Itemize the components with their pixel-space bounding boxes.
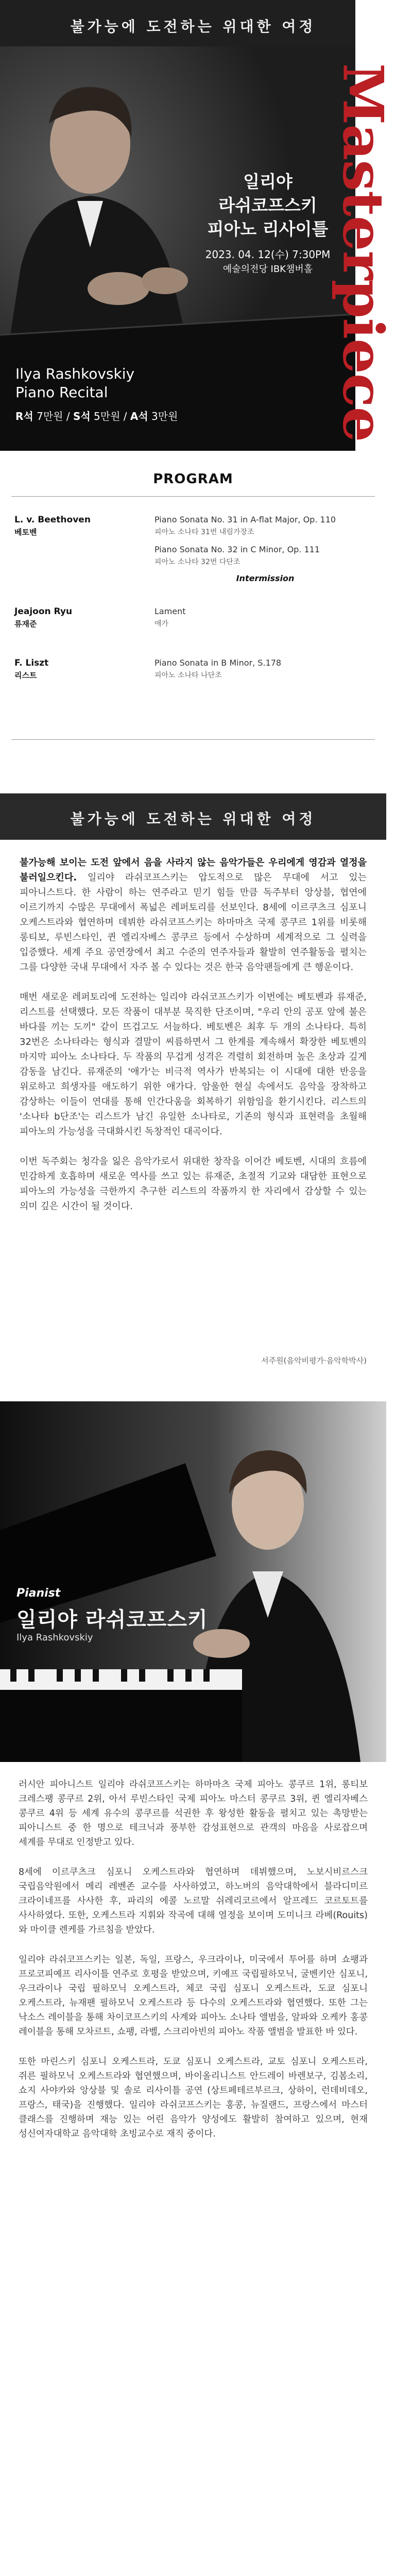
hero-tagline: 불가능에 도전하는 위대한 여정 [70, 18, 316, 35]
essay-title-band: 불가능에 도전하는 위대한 여정 [0, 793, 386, 840]
work-title-ko: 애가 [154, 620, 169, 628]
program-divider [11, 739, 375, 740]
work-title-en: Piano Sonata No. 31 in A-flat Major, Op. 110 [154, 515, 336, 524]
composer-name-ko: 리스트 [14, 671, 37, 680]
composer-name-en: L. v. Beethoven [14, 515, 91, 525]
bio-paragraph: 8세에 이르쿠츠크 심포니 오케스트라와 협연하며 데뷔했으며, 노보시비르스크 국립음악원에서 메리 레벤존 교수를 사사하였고, 하노버의 음악대학에서 블라디미르 크라이네프를 사사한 후, 파리의 에콜 노르말 쉬레리코르에서 알프레드 코르토트를 사사하였다. 또한, 오케스트라 지휘와 작곡에 대해 열정을 보이며 도미니크 라베(Rouits)와 마이클 렌케를 가르침을 받았다. [19, 1867, 368, 1935]
bio-paragraph: 일리야 라쉬코프스키는 일본, 독일, 프랑스, 우크라이나, 미국에서 투어를 하며 쇼팽과 프로코피예프 리사이틀 연주로 호평을 받았으며, 키예프 국립필하모닉, 굴벤키안 심포니, 우크라이나 국립 필하모닉 오케스트라, 체코 국립 심포니 오케스트라, 도쿄 심포니 오케스트라, 뉴재팬 필하모닉 오케스트라 등 다수의 오케스트라와 협연했다. 또한 그는 낙소스 레이블을 통해 차이코프스키의 사계와 피아노 소나타 앨범을, 알파와 오케카 홍콩 레이블을 통해 모차르트, 쇼팽, 라벨, 스크리아빈의 피아노 작품 앨범을 발표한 바 있다. [19, 1955, 368, 2037]
ticket-prices [15, 408, 178, 423]
pianist-name-en: Ilya Rashkovskiy [16, 1632, 93, 1643]
concert-date: 2023. 04. 12(수) 7:30PM [205, 248, 331, 261]
program-work [154, 657, 376, 682]
pianist-biography [19, 1777, 368, 2157]
composer-name-en: Jeajoon Ryu [14, 606, 73, 617]
bio-paragraph: 러시안 피아니스트 일리야 라쉬코프스키는 하마마츠 국제 피아노 콩쿠르 1위, 롱티보 크레스팽 콩쿠르 2위, 아서 루빈스타인 국제 피아노 마스터 콩쿠르 3위, 퀸 엘리자베스 콩쿠르 4위 등 세계 유수의 콩쿠르를 석권한 후 왕성한 활동을 펼치고 있는 촉망받는 피아니스트 중 한 명으로 테크닉과 풍부한 감성표현으로 관객의 마음을 사로잡으며 세계를 무대로 인정받고 있다. [19, 1780, 368, 1848]
program-divider [11, 496, 375, 497]
concert-title-line: 일리야 [243, 172, 293, 192]
pianist-name-ko: 일리야 라쉬코프스키 [16, 1608, 208, 1632]
seat-grade: A석 [130, 410, 148, 422]
essay-lead-bold: 불가능해 보이는 도전 앞에서 음을 사라지 않는 음악가들은 우리에게 영감과 열정을 불러일으킨다. [20, 857, 367, 883]
program-work [154, 514, 376, 538]
program-composer [14, 605, 72, 630]
seat-price: 7만원 [37, 410, 63, 422]
price-divider: / [123, 410, 130, 422]
work-title-en: Lament [154, 606, 186, 616]
concert-title-line: 라쉬코프스키 [218, 195, 317, 215]
essay-paragraph: 매번 새로운 레퍼토리에 도전하는 일리야 라쉬코프스키가 이번에는 베토벤과 류재준, 리스트를 선택했다. 모든 작품이 대부분 묵직한 단조이며, "우리 안의 공포 앞에 불은 바다를 끼는 도끼" 같이 뜨겁고도 서늘하다. 베토벤은 최후 두 개의 소나타다. 특히 32번은 소나타라는 형식과 결말이 씨름하면서 그 한계를 계속해서 확장한 베토벤의 마지막 피아노 소나타다. 두 작품의 무겁게 성격은 격렬히 회전하며 높은 초상과 깊게 감동을 남긴다. 류재준의 '애가'는 비극적 역사가 반복되는 이 시대에 대한 반응을 위로하고 희생자를 애도하기 위한 애가다. 암울한 현실 속에서도 음악을 장착하고 감상하는 이들이 연대를 통해 인간다움을 회복하기 위함임을 환기시킨다. 리스트의 '소나타 b단조'는 리스트가 남긴 유일한 소나타로, 기존의 형식과 표현력을 초월해 피아노의 가능성을 극대화시킨 독창적인 대곡이다. [20, 992, 367, 1137]
work-title-en: Piano Sonata in B Minor, S.178 [154, 658, 282, 668]
work-title-ko: 피아노 소나타 나단조 [154, 671, 222, 680]
essay-lead-rest: 일리야 라쉬코프스키는 압도적으로 많은 무대에 서고 있는 피아니스트다. 한 사람이 하는 연주라고 믿기 힘들 만큼 독주부터 앙상블, 협연에 이르기까지 수많은 무대에서 폭넓은 레퍼토리를 선보인다. 8세에 이르쿠츠크 심포니 오케스트라와 협연하며 데뷔한 라쉬코프스키는 하마마츠 국제 콩쿠르 1위를 비롯해 롱티보, 루빈스타인, 퀸 엘리자베스 콩쿠르 등에서 수상하며 세계적으로 그 실력을 입증했다. 세계 주요 공연장에서 최고 수준의 연주자들과 활발히 연주활동을 펼치는 그를 다양한 국내 무대에서 자주 볼 수 있다는 것은 한국 음악팬들에게 큰 행운이다. [20, 872, 367, 973]
essay-paragraph: 이번 독주회는 청각을 잃은 음악가로서 위대한 창작을 이어간 베토벤, 시대의 흐름에 민감하게 호흡하며 새로운 역사를 쓰고 있는 류재준, 초절적 기교와 대담한 표현으로 피아노의 가능성을 극한까지 추구한 리스트의 작품까지 한 자리에서 감상할 수 있는 의미 깊은 시간이 될 것이다. [20, 1156, 367, 1212]
concert-title-line: 피아노 리사이틀 [207, 219, 329, 239]
program-work [154, 605, 376, 630]
price-divider: / [66, 410, 73, 422]
hero-poster [0, 0, 395, 451]
pianist-label: Pianist [16, 1587, 61, 1600]
performer-name-en: Ilya Rashkovskiy [15, 365, 135, 382]
program-composer [14, 514, 91, 538]
masterpiece-wordmark: Masterpiece [330, 63, 395, 442]
seat-grade: R석 [15, 410, 33, 422]
hero-performer-name [15, 365, 134, 402]
concert-venue: 예술의전당 IBK챔버홀 [222, 264, 313, 275]
seat-grade: S석 [73, 410, 91, 422]
pianist-photo [0, 1401, 386, 1762]
program-heading: PROGRAM [153, 471, 233, 487]
essay-author-credit: 서주원(음악비평가·음악학박사) [261, 1356, 367, 1365]
program-work [154, 544, 376, 568]
work-title-en: Piano Sonata No. 32 in C Minor, Op. 111 [154, 545, 320, 554]
seat-price: 5만원 [94, 410, 121, 422]
work-title-ko: 피아노 소나타 32번 다단조 [154, 558, 241, 566]
composer-name-en: F. Liszt [14, 658, 49, 668]
pianist-photo-image [0, 1401, 386, 1762]
bio-paragraph: 또한 마린스키 심포니 오케스트라, 도쿄 심포니 오케스트라, 교토 심포니 오케스트라, 쥐른 필하모닉 오케스트라와 협연했으며, 바이올리니스트 안드레이 바렌보구, 김봄소리, 쇼지 사야카와 앙상블 및 솔로 리사이틀 공연 (상트페테르부르크, 상하이, 런데비데오, 프랑스, 태국)을 진행했다. 일리야 라쉬코프스키는 홍콩, 뉴질랜드, 프랑스에서 마스터 클래스를 진행하며 재능 있는 어린 음악가 양성에도 활발히 참여하고 있으며, 현재 성신여자대학교 음악대학 초빙교수로 재직 중이다. [19, 2057, 368, 2139]
program-composer [14, 657, 48, 682]
composer-name-ko: 베토벤 [14, 528, 37, 537]
work-title-ko: 피아노 소나타 31번 내림가장조 [154, 528, 254, 536]
intermission-label: Intermission [236, 573, 295, 583]
program-essay [20, 855, 367, 1229]
seat-price: 3만원 [151, 410, 178, 422]
recital-label: Piano Recital [15, 384, 108, 401]
composer-name-ko: 류재준 [14, 619, 37, 629]
essay-paragraph [20, 855, 367, 975]
concert-title [201, 170, 335, 241]
program-section [0, 451, 386, 793]
